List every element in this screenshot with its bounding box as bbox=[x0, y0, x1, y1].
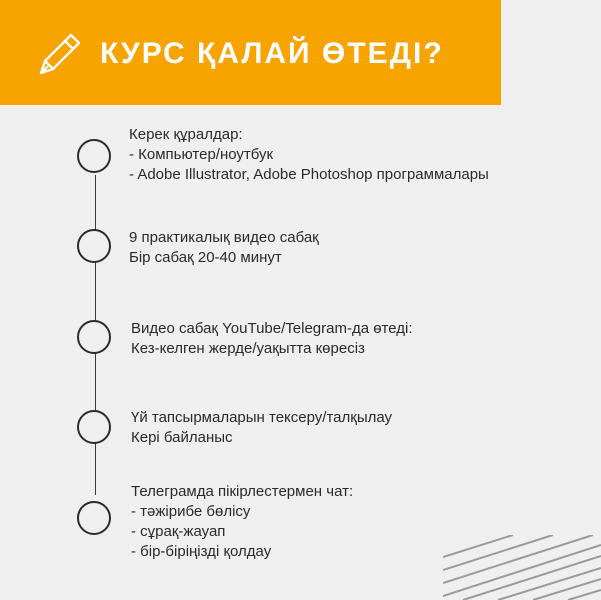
step-5-line-1: Телеграмда пікірлестермен чат: bbox=[131, 483, 354, 500]
timeline-node-3 bbox=[77, 320, 111, 354]
step-2-text bbox=[129, 228, 319, 268]
step-4-line-2: Кері байланыс bbox=[131, 429, 233, 446]
step-1-text bbox=[129, 125, 489, 185]
step-5-line-2: - тәжірибе бөлісу bbox=[131, 503, 251, 520]
step-1-line-2: - Компьютер/ноутбук bbox=[129, 146, 274, 163]
step-5-text bbox=[131, 482, 353, 562]
timeline-node-5 bbox=[77, 501, 111, 535]
page-title: КУРС ҚАЛАЙ ӨТЕДІ? bbox=[100, 37, 444, 70]
step-5-line-4: - бір-біріңізді қолдау bbox=[131, 543, 272, 560]
decorative-stripes bbox=[443, 535, 601, 600]
step-1-line-1: Керек құралдар: bbox=[129, 126, 243, 143]
step-5-line-3: - сұрақ-жауап bbox=[131, 523, 226, 540]
step-3-line-1: Видео сабақ YouTube/Telegram-да өтеді: bbox=[131, 320, 413, 337]
step-3-line-2: Кез-келген жерде/уақытта көресіз bbox=[131, 340, 365, 357]
timeline-node-4 bbox=[77, 410, 111, 444]
step-4-line-1: Үй тапсырмаларын тексеру/талқылау bbox=[131, 409, 393, 426]
header-banner bbox=[0, 0, 501, 105]
timeline-node-2 bbox=[77, 229, 111, 263]
step-2-line-1: 9 практикалық видео сабақ bbox=[129, 229, 319, 246]
step-3-text bbox=[131, 319, 413, 359]
pencil-icon bbox=[34, 28, 86, 80]
timeline-node-1 bbox=[77, 139, 111, 173]
step-4-text bbox=[131, 408, 392, 448]
step-1-line-3: - Adobe Illustrator, Adobe Photoshop программалары bbox=[129, 166, 489, 183]
step-2-line-2: Бір сабақ 20-40 минут bbox=[129, 249, 282, 266]
